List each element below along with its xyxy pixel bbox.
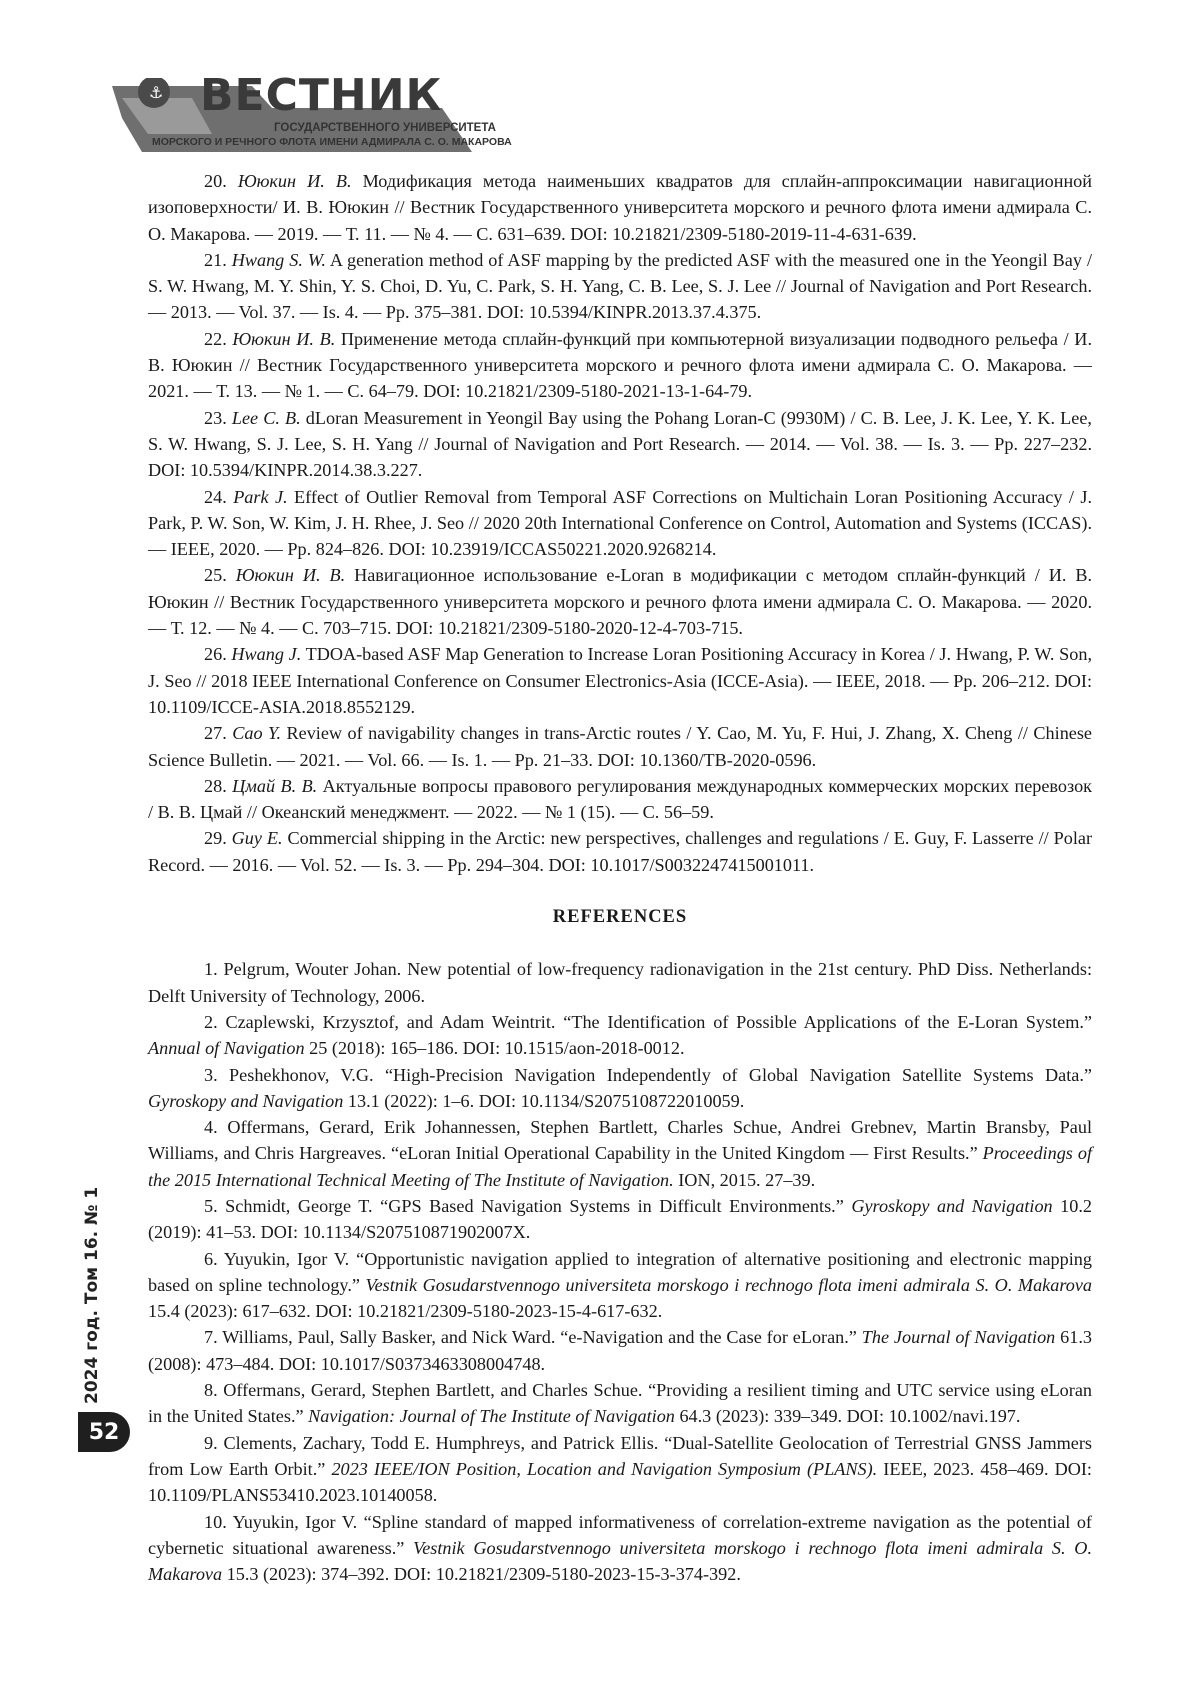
reference-item bbox=[148, 1509, 1092, 1588]
reference-text: 8. Offermans, Gerard, Stephen Bartlett, and Charles Schue. “Providing a resilient timing and UTC service using eLoran in the United States.” bbox=[148, 1380, 1092, 1427]
reference-item bbox=[148, 1009, 1092, 1062]
reference-text: 5. Schmidt, George T. “GPS Based Navigation Systems in Difficult Environments.” bbox=[204, 1195, 852, 1216]
reference-item bbox=[148, 1377, 1092, 1430]
reference-number: 22. bbox=[204, 328, 227, 349]
reference-item bbox=[148, 247, 1092, 326]
reference-number: 27. bbox=[204, 723, 227, 744]
reference-text: 4. Offermans, Gerard, Erik Johannessen, Stephen Bartlett, Charles Schue, Andrei Grebnev, Martin Bransby, Paul Williams, and Chris Hargreaves. “eLoran Initial Operational Capability in the United Kingdom — First Results.” bbox=[148, 1117, 1092, 1164]
svg-text:⚓: ⚓ bbox=[149, 83, 164, 102]
reference-item bbox=[148, 641, 1092, 720]
reference-item bbox=[148, 405, 1092, 484]
reference-text: 7. Williams, Paul, Sally Basker, and Nick Ward. “e-Navigation and the Case for eLoran.” bbox=[204, 1327, 862, 1348]
reference-text: Навигационное использование e-Loran в модификации с методом сплайн-функций / И. В. Ююкин // Вестник Государственного университета морского и речного флота имени адмирала С. О. Макарова. — 2020. — Т. 12. — № 4. — С. 703–715. DOI: 10.21821/2309-5180-2020-12-4-703-715. bbox=[148, 565, 1093, 639]
logo-title: ВЕСТНИК bbox=[200, 70, 443, 121]
reference-author: Cao Y. bbox=[232, 723, 282, 744]
reference-number: 28. bbox=[204, 775, 227, 796]
reference-text: Commercial shipping in the Arctic: new perspectives, challenges and regulations / E. Guy, F. Lasserre // Polar Record. — 2016. — Vol. 52. — Is. 3. — Pp. 294–304. DOI: 10.1017/S0032247415001011. bbox=[148, 828, 1093, 875]
reference-text: TDOA-based ASF Map Generation to Increase Loran Positioning Accuracy in Korea / J. Hwang, P. W. Son, J. Seo // 2018 IEEE International Conference on Consumer Electronics-Asia (ICCE-Asia). — IEEE, 2018. — Pp. 206–212. DOI: 10.1109/ICCE-ASIA.2018.8552129. bbox=[148, 644, 1092, 717]
reference-item bbox=[148, 1246, 1092, 1325]
reference-source: Proceedings of the 2015 International Technical Meeting of The Institute of Navigation. bbox=[148, 1143, 1092, 1190]
reference-text: 13.1 (2022): 1–6. DOI: 10.1134/S2075108722010059. bbox=[343, 1090, 745, 1111]
reference-text: 9. Clements, Zachary, Todd E. Humphreys, and Patrick Ellis. “Dual-Satellite Geolocation of Terrestrial GNSS Jammers from Low Earth Orbit.” bbox=[148, 1432, 1092, 1479]
reference-item bbox=[148, 326, 1092, 405]
reference-item bbox=[148, 1114, 1092, 1193]
reference-text: A generation method of ASF mapping by the predicted ASF with the measured one in the Yeongil Bay / S. W. Hwang, M. Y. Shin, Y. S. Choi, D. Yu, C. Park, S. H. Yang, C. B. Lee, S. J. Lee // Journal of Navigation and Port Research. — 2013. — Vol. 37. — Is. 4. — Pp. 375–381. DOI: 10.5394/KINPR.2013.37.4.375. bbox=[148, 249, 1093, 323]
reference-author: Park J. bbox=[233, 486, 288, 507]
reference-text: 61.3 (2008): 473–484. DOI: 10.1017/S0373463308004748. bbox=[148, 1327, 1092, 1374]
english-references bbox=[148, 956, 1092, 1587]
reference-item bbox=[148, 1193, 1092, 1246]
reference-author: Ююкин И. В. bbox=[237, 171, 352, 191]
references-heading: REFERENCES bbox=[552, 907, 688, 928]
logo-subtitle-1: ГОСУДАРСТВЕННОГО УНИВЕРСИТЕТА bbox=[274, 122, 496, 134]
reference-text: 15.4 (2023): 617–632. DOI: 10.21821/2309-5180-2023-15-4-617-632. bbox=[148, 1301, 663, 1322]
reference-text: 64.3 (2023): 339–349. DOI: 10.1002/navi.197. bbox=[674, 1406, 1021, 1427]
journal-logo bbox=[112, 70, 512, 152]
issue-side-label bbox=[78, 1186, 102, 1408]
reference-number: 29. bbox=[204, 828, 227, 849]
reference-text: Применение метода сплайн-функций при компьютерной визуализации подводного рельефа / И. В. Ююкин // Вестник Государственного университета морского и речного флота имени адмирала С. О. Макарова. — 2021. — Т. 13. — № 1. — С. 64–79. DOI: 10.21821/2309-5180-2021-13-1-64-79. bbox=[148, 328, 1092, 402]
reference-item bbox=[148, 825, 1092, 878]
reference-number: 24. bbox=[204, 486, 227, 507]
reference-text: IEEE, 2023. 458–469. DOI: 10.1109/PLANS53410.2023.10140058. bbox=[148, 1458, 1092, 1506]
reference-author: Guy E. bbox=[231, 828, 283, 849]
reference-source: 2023 IEEE/ION Position, Location and Navigation Symposium (PLANS). bbox=[331, 1458, 878, 1479]
reference-number: 23. bbox=[204, 407, 227, 428]
reference-source: Vestnik Gosudarstvennogo universiteta morskogo i rechnogo flota imeni admirala S. O. Makarova bbox=[148, 1537, 1092, 1585]
reference-number: 26. bbox=[204, 644, 227, 665]
reference-source: Vestnik Gosudarstvennogo universiteta morskogo i rechnogo flota imeni admirala S. O. Makarova bbox=[365, 1274, 1092, 1295]
reference-text: 3. Peshekhonov, V.G. “High-Precision Navigation Independently of Global Navigation Satellite Systems Data.” bbox=[204, 1064, 1092, 1085]
reference-author: Hwang S. W. bbox=[231, 249, 326, 270]
russian-references bbox=[148, 168, 1092, 878]
reference-author: Lee C. B. bbox=[231, 407, 301, 428]
logo-subtitle-2: МОРСКОГО И РЕЧНОГО ФЛОТА ИМЕНИ АДМИРАЛА С. О. МАКАРОВА bbox=[152, 136, 512, 148]
reference-item bbox=[148, 168, 1092, 247]
reference-item bbox=[148, 484, 1092, 563]
reference-author: Цмай В. В. bbox=[232, 775, 318, 796]
reference-source: Navigation: Journal of The Institute of Navigation bbox=[308, 1406, 675, 1427]
reference-text: ION, 2015. 27–39. bbox=[673, 1169, 816, 1190]
reference-item bbox=[148, 773, 1092, 826]
reference-number: 25. bbox=[204, 565, 227, 586]
reference-text: 25 (2018): 165–186. DOI: 10.1515/aon-2018-0012. bbox=[304, 1038, 685, 1059]
reference-text: Модификация метода наименьших квадратов для сплайн-аппроксимации навигационной изоповерхности/ И. В. Ююкин // Вестник Государственного университета морского и речного флота имени адмирала С. О. Макарова. — 2019. — Т. 11. — № 4. — С. 631–639. DOI: 10.21821/2309-5180-2019-11-4-631-639. bbox=[148, 171, 1093, 244]
reference-number: 21. bbox=[204, 249, 227, 270]
reference-item bbox=[148, 956, 1092, 1009]
reference-text: 2. Czaplewski, Krzysztof, and Adam Weintrit. “The Identification of Possible Applications of the E-Loran System.” bbox=[204, 1011, 1092, 1032]
reference-source: Gyroskopy and Navigation bbox=[148, 1090, 344, 1111]
reference-text: 10.2 (2019): 41–53. DOI: 10.1134/S207510871902007X. bbox=[148, 1195, 1093, 1243]
reference-text: Effect of Outlier Removal from Temporal ASF Corrections on Multichain Loran Positioning Accuracy / J. Park, P. W. Son, W. Kim, J. H. Rhee, J. Seo // 2020 20th International Conference on Control, Automation and Systems (ICCAS). — IEEE, 2020. — Pp. 824–826. DOI: 10.23919/ICCAS50221.2020.9268214. bbox=[148, 486, 1092, 560]
reference-item bbox=[148, 1062, 1092, 1115]
page-number-badge: 52 bbox=[78, 1412, 130, 1452]
reference-source: The Journal of Navigation bbox=[861, 1327, 1056, 1348]
reference-text: 6. Yuyukin, Igor V. “Opportunistic navigation applied to integration of alternative positioning and electronic mapping based on spline technology.” bbox=[148, 1248, 1092, 1295]
reference-text: Актуальные вопросы правового регулирования международных коммерческих морских перевозок / В. В. Цмай // Океанский менеджмент. — 2022. — № 1 (15). — С. 56–59. bbox=[148, 775, 1092, 823]
reference-number: 20. bbox=[204, 171, 227, 191]
reference-text: Review of navigability changes in trans-Arctic routes / Y. Cao, M. Yu, F. Hui, J. Zhang, X. Cheng // Chinese Science Bulletin. — 2021. — Vol. 66. — Is. 1. — Pp. 21–33. DOI: 10.1360/TB-2020-0596. bbox=[148, 723, 1093, 770]
reference-source: Annual of Navigation bbox=[148, 1038, 305, 1059]
reference-author: Ююкин И. В. bbox=[232, 328, 336, 349]
reference-text: 10. Yuyukin, Igor V. “Spline standard of mapped informativeness of correlation-extreme navigation as the potential of cybernetic situational awareness.” bbox=[148, 1511, 1092, 1558]
issue-label-text: 2024 год. Том 16. № 1 bbox=[82, 1186, 102, 1404]
article-content bbox=[148, 168, 1092, 1587]
reference-item bbox=[148, 1430, 1092, 1509]
reference-item bbox=[148, 1324, 1092, 1377]
reference-text: 15.3 (2023): 374–392. DOI: 10.21821/2309-5180-2023-15-3-374-392. bbox=[222, 1564, 741, 1585]
reference-item bbox=[148, 720, 1092, 773]
reference-item bbox=[148, 562, 1092, 641]
reference-text: dLoran Measurement in Yeongil Bay using the Pohang Loran-C (9930M) / C. B. Lee, J. K. Lee, Y. K. Lee, S. W. Hwang, S. J. Lee, S. H. Yang // Journal of Navigation and Port Research. — 2014. — Vol. 38. — Is. 3. — Pp. 227–232. DOI: 10.5394/KINPR.2014.38.3.227. bbox=[148, 407, 1092, 481]
reference-text: 1. Pelgrum, Wouter Johan. New potential of low-frequency radionavigation in the 21st century. PhD Diss. Netherlands: Delft University of Technology, 2006. bbox=[148, 959, 1092, 1006]
reference-author: Hwang J. bbox=[231, 644, 302, 665]
reference-source: Gyroskopy and Navigation bbox=[851, 1195, 1053, 1216]
reference-author: Ююкин И. В. bbox=[235, 565, 346, 586]
